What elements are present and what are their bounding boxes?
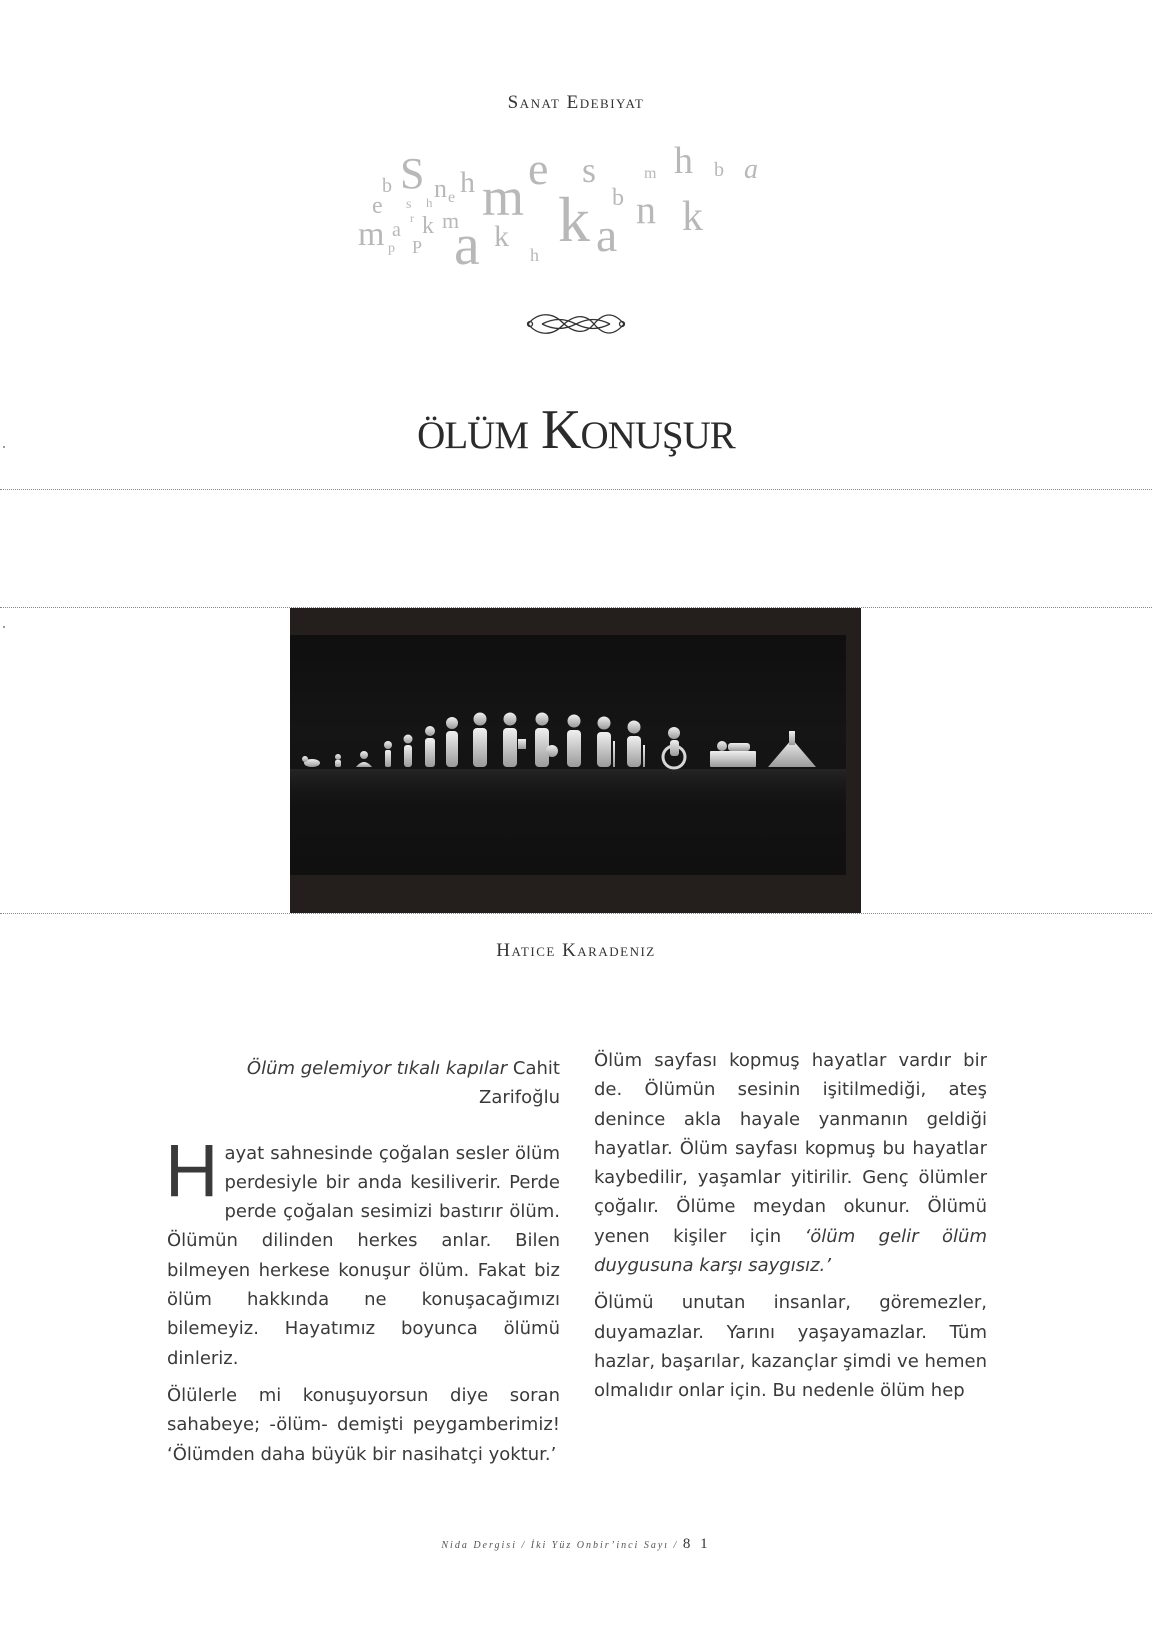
divider-bottom bbox=[0, 913, 1152, 914]
paragraph-3 bbox=[594, 1046, 987, 1280]
decor-letter: r bbox=[410, 211, 414, 225]
drop-cap: H bbox=[165, 1128, 219, 1212]
decorative-letter-cloud bbox=[360, 140, 800, 290]
paragraph-1 bbox=[165, 1128, 560, 1373]
decor-letter: k bbox=[494, 220, 509, 253]
decor-letter: a bbox=[596, 209, 618, 262]
paragraph-4: Ölümü unutan insanlar, göremezler, duyamazlar. Yarını yaşayamazlar. Tüm hazlar, başarılar, kazançlar şimdi ve hemen olmalıdır onlar için. Bu nedenle ölüm hep bbox=[594, 1292, 987, 1402]
decor-letter: b bbox=[382, 175, 392, 197]
decor-letter: m bbox=[482, 167, 525, 227]
edge-mark bbox=[3, 626, 5, 628]
decor-letter: s bbox=[582, 150, 597, 190]
decor-letter: s bbox=[406, 197, 412, 212]
decor-letter: b bbox=[612, 185, 624, 211]
author-name: Hatice Karadeniz bbox=[496, 940, 656, 961]
paragraph-3-quote: ‘ölüm gelir ölüm duygusuna karşı saygısız.’ bbox=[594, 1225, 987, 1277]
paragraph-1-text: ayat sahnesinde çoğalan sesler ölüm perdesiyle bir anda kesiliverir. Perde perde çoğalan sesimizi bastırır ölüm. Ölümün dilinden herkes anlar. Bilen bilmeyen herkese konuşur ölüm. Fakat biz ölüm hakkında ne konuşacağımızı bilemeyiz. Hayatımız boyunca ölümü dinleriz. bbox=[167, 1142, 560, 1369]
decor-letter: k bbox=[682, 194, 703, 240]
epigraph-source: Cahit Zarifoğlu bbox=[479, 1058, 560, 1109]
image-backdrop bbox=[290, 635, 846, 875]
publication-name: Nida Dergisi / İki Yüz Onbir’inci Sayı / bbox=[441, 1540, 679, 1551]
decor-letter: a bbox=[392, 219, 401, 241]
text-column-left bbox=[167, 1054, 560, 1469]
decor-letter: n bbox=[434, 174, 447, 203]
life-stages-illustration bbox=[290, 635, 846, 875]
decor-letter: h bbox=[460, 166, 475, 199]
decor-letter: a bbox=[454, 212, 480, 277]
paragraph-3-text: Ölüm sayfası kopmuş hayatlar vardır bir de. Ölümün sesinin işitilmediği, ateş denince akla hayale yanmanın geldiği hayatlar. Ölüm sayfası kopmuş bu hayatlar kaybedilir, yaşamlar yitirilir. Genç ölümler çoğalır. Ölüme meydan okunur. Ölümü yenen kişiler için bbox=[594, 1050, 987, 1247]
epigraph-quote: Ölüm gelemiyor tıkalı kapılar bbox=[246, 1058, 508, 1079]
decor-letter: m bbox=[442, 208, 460, 233]
divider-top bbox=[0, 489, 1152, 490]
decor-letter: e bbox=[528, 143, 549, 194]
decor-letter: h bbox=[426, 195, 433, 210]
flourish-ornament bbox=[524, 308, 628, 340]
section-label: Sanat Edebiyat bbox=[507, 92, 645, 113]
decor-letter: m bbox=[358, 216, 385, 253]
article-title: ölüm Konuşur bbox=[417, 399, 735, 461]
decor-letter: b bbox=[714, 159, 724, 181]
decor-letter: p bbox=[388, 241, 395, 256]
decor-letter: P bbox=[412, 237, 423, 257]
edge-mark bbox=[3, 446, 5, 448]
decor-letter: m bbox=[644, 165, 657, 182]
decor-letter: a bbox=[744, 154, 758, 185]
decor-letter: h bbox=[530, 245, 539, 265]
text-column-right bbox=[594, 1046, 987, 1406]
decor-letter: e bbox=[372, 193, 383, 219]
decor-letter: h bbox=[674, 140, 693, 182]
decor-letter: S bbox=[400, 149, 425, 198]
decor-letter: e bbox=[448, 189, 456, 206]
decor-letter: n bbox=[636, 187, 656, 232]
page-footer bbox=[0, 1536, 1152, 1553]
evolution-of-life-image bbox=[290, 608, 861, 913]
decor-letter: k bbox=[558, 184, 590, 255]
paragraph-2: Ölülerle mi konuşuyorsun diye soran sahabeye; -ölüm- demişti peygamberimiz! ‘Ölümden daha büyük bir nasihatçi yoktur.’ bbox=[167, 1384, 560, 1465]
epigraph bbox=[167, 1054, 560, 1113]
decor-letter: k bbox=[422, 213, 434, 239]
page-number: 8 1 bbox=[682, 1536, 711, 1552]
stage-bed-icon bbox=[710, 751, 756, 767]
